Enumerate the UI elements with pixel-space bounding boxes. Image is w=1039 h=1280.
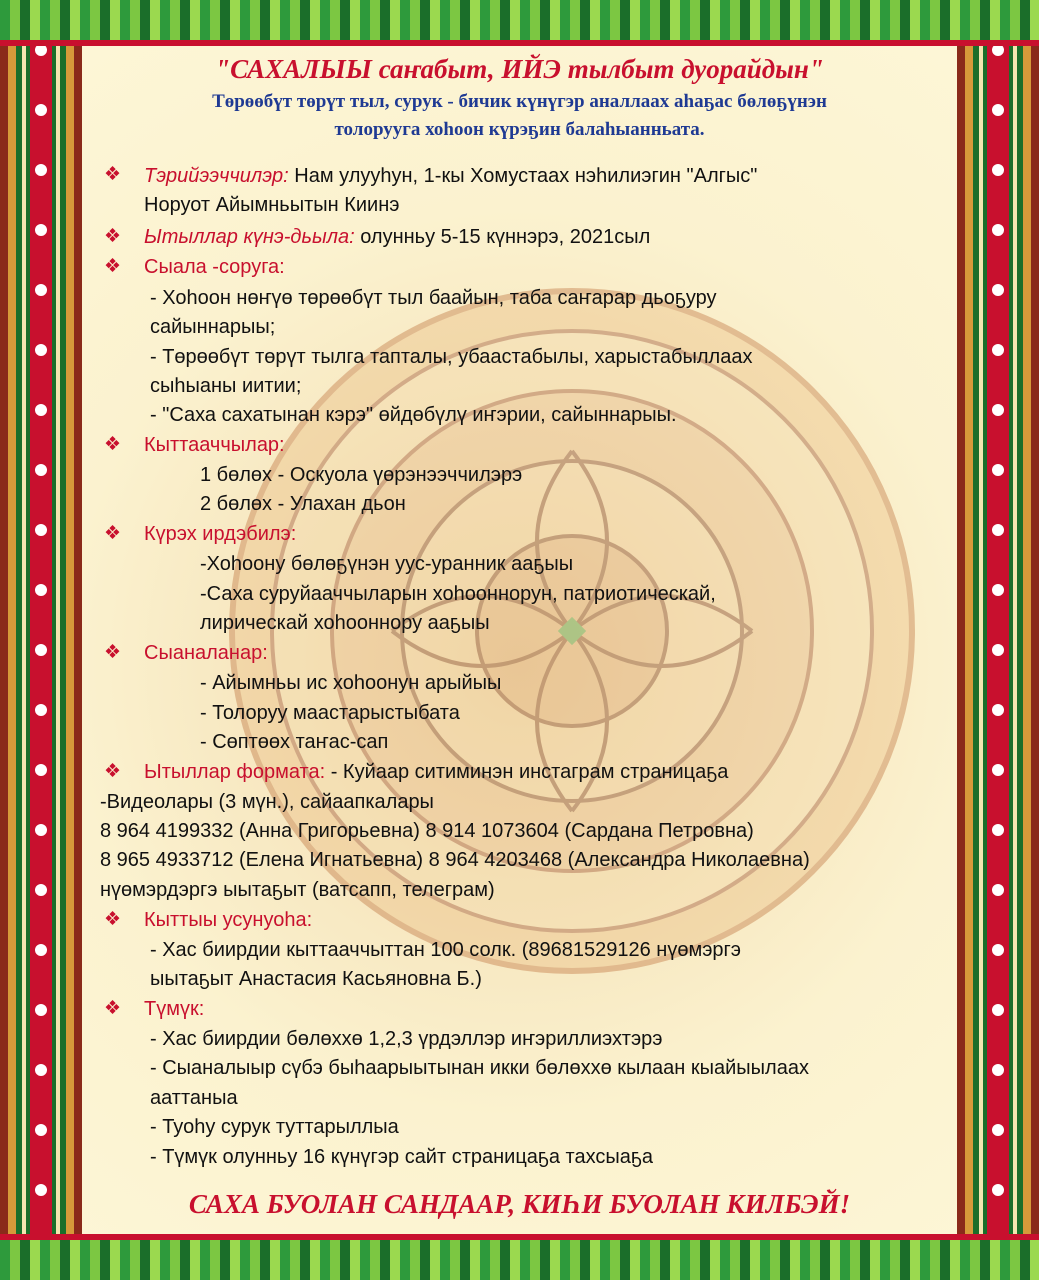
bullet-icon: ❖ xyxy=(104,523,122,544)
section-label: Кыттааччылар: xyxy=(144,434,285,456)
ornament-border-top xyxy=(0,0,1039,46)
requirement-item: -Саха суруйааччыларын хоһооннорун, патриотическай, xyxy=(200,583,716,605)
section-value: олунньу 5-15 күннэрэ, 2021сыл xyxy=(354,226,651,248)
ornament-dot xyxy=(31,1180,51,1200)
ornament-dot xyxy=(988,160,1008,180)
dates-line xyxy=(144,223,650,251)
ornament-dot xyxy=(988,820,1008,840)
ornament-dot xyxy=(988,460,1008,480)
ornament-dot xyxy=(31,640,51,660)
ornament-dot xyxy=(31,760,51,780)
poster-slogan: САХА БУОЛАН САНДААР, КИҺИ БУОЛАН КИЛБЭЙ! xyxy=(188,1189,851,1219)
ornament-dot xyxy=(988,400,1008,420)
bullet-icon: ❖ xyxy=(104,909,122,930)
result-item: - Туоһу сурук туттарыллыа xyxy=(150,1116,399,1138)
ornament-dot xyxy=(31,460,51,480)
ornament-dot xyxy=(988,880,1008,900)
ornament-border-bottom xyxy=(0,1234,1039,1280)
ornament-dot xyxy=(31,580,51,600)
ornament-dot xyxy=(988,340,1008,360)
ornament-dots-left xyxy=(0,0,82,1280)
poster-content xyxy=(82,46,957,1234)
ornament-dot xyxy=(988,1120,1008,1140)
ornament-dot xyxy=(31,340,51,360)
ornament-dot xyxy=(988,1060,1008,1080)
ornament-dot xyxy=(31,940,51,960)
subtitle-line: толоруугa хоһоон күрэҕин балаһыанньата. xyxy=(334,119,705,140)
section-value: Нам улууһун, 1-кы Хомустаах нэһилиэгин "Алгыс" xyxy=(288,165,758,187)
section-label: Күрэх ирдэбилэ: xyxy=(144,523,297,545)
bullet-icon: ❖ xyxy=(104,998,122,1019)
section-label: Ытыллар күнэ-дьыла: xyxy=(144,226,355,248)
bullet-icon: ❖ xyxy=(104,761,122,782)
fee-item: - Хас биирдии кыттааччыттан 100 солк. (89681529126 нүөмэргэ xyxy=(150,939,742,961)
ornament-dot xyxy=(31,220,51,240)
bullet-icon: ❖ xyxy=(104,164,122,185)
ornament-dot xyxy=(988,580,1008,600)
subtitle-line: Төрөөбүт төрүт тыл, сурук - бичик күнүгэр аналлаах аһаҕас бөлөҕүнэн xyxy=(212,91,827,112)
ornament-dot xyxy=(31,880,51,900)
fee-item: ыытаҕыт Анастасия Касьяновна Б.) xyxy=(150,968,482,990)
section-label: Сыаналанар: xyxy=(144,642,268,664)
section-value: - Куйаар ситиминэн инстаграм страницаҕа xyxy=(325,761,729,783)
ornament-dot xyxy=(31,160,51,180)
poster-title: "САХАЛЫЫ саҥабыт, ИЙЭ тылбыт дуорайдын" xyxy=(215,54,824,84)
ornament-dot xyxy=(31,700,51,720)
bullet-icon: ❖ xyxy=(104,226,122,247)
goal-item: - "Саха сахатынан кэрэ" өйдөбүлү иҥэрии, сайыннарыы. xyxy=(150,404,677,426)
section-label: Кыттыы усунуоһа: xyxy=(144,909,313,931)
ornament-dot xyxy=(988,1000,1008,1020)
section-label: Сыала -соруга: xyxy=(144,256,285,278)
ornament-dot xyxy=(988,760,1008,780)
ornament-dot xyxy=(31,1120,51,1140)
ornament-dot xyxy=(988,640,1008,660)
ornament-dot xyxy=(31,1000,51,1020)
ornament-dot xyxy=(988,520,1008,540)
goal-item: сайыннарыы; xyxy=(150,316,276,338)
section-label: Тэрийээччилэр: xyxy=(144,165,289,187)
ornament-dot xyxy=(31,520,51,540)
format-line xyxy=(144,758,728,786)
result-item: - Хас биирдии бөлөххө 1,2,3 үрдэллэр иҥэриллиэхтэрэ xyxy=(150,1028,663,1050)
goal-item: - Хоһоон нөҥүө төрөөбүт тыл баайын, таба саҥарар дьоҕуру xyxy=(150,287,717,309)
bullet-icon: ❖ xyxy=(104,642,122,663)
organizers-line xyxy=(144,162,757,190)
contact-line: 8 965 4933712 (Елена Игнатьевна) 8 964 4203468 (Александра Николаевна) xyxy=(100,849,810,871)
participant-item: 1 бөлөх - Оскуола үөрэнээччилэрэ xyxy=(200,464,523,486)
ornament-dot xyxy=(31,1060,51,1080)
evaluation-item: - Айымньы ис хоһоонун арыйыы xyxy=(200,672,502,694)
ornament-dots-right xyxy=(957,0,1039,1280)
contact-line: 8 964 4199332 (Анна Григорьевна) 8 914 1073604 (Сардана Петровна) xyxy=(100,820,754,842)
ornament-dot xyxy=(988,1180,1008,1200)
ornament-dot xyxy=(988,100,1008,120)
goal-item: - Төрөөбүт төрүт тылга тапталы, убаастабылы, харыстабыллаах xyxy=(150,346,753,368)
result-item: - Түмүк олунньу 16 күнүгэр сайт страницаҕа тахсыаҕа xyxy=(150,1146,653,1168)
ornament-dot xyxy=(31,400,51,420)
section-label: Ытыллар формата: xyxy=(144,761,326,783)
section-label: Түмүк: xyxy=(144,998,205,1020)
ornament-dot xyxy=(31,820,51,840)
poster-subtitle xyxy=(122,88,917,144)
ornament-dot xyxy=(31,100,51,120)
result-item: ааттаныа xyxy=(150,1087,238,1109)
format-detail: нүөмэрдэргэ ыытаҕыт (ватсапп, телеграм) xyxy=(100,879,495,901)
result-item: - Сыаналыыр сүбэ быһаарыытынан икки бөлөххө кылаан кыайыылаах xyxy=(150,1057,809,1079)
format-detail: -Видеолары (3 мүн.), сайаапкалары xyxy=(100,791,434,813)
requirement-item: лирическай хоһооннору ааҕыы xyxy=(200,612,490,634)
bullet-icon: ❖ xyxy=(104,434,122,455)
evaluation-item: - Сөптөөх таҥас-сап xyxy=(200,731,389,753)
evaluation-item: - Толоруу маастарыстыбата xyxy=(200,702,460,724)
ornament-dot xyxy=(988,280,1008,300)
ornament-dot xyxy=(31,280,51,300)
organizers-line2: Норуот Айымньытын Киинэ xyxy=(144,194,400,216)
ornament-dot xyxy=(988,220,1008,240)
requirement-item: -Хоһоону бөлөҕүнэн уус-уранник ааҕыы xyxy=(200,553,574,575)
participant-item: 2 бөлөх - Улахан дьон xyxy=(200,493,406,515)
goal-item: сыһыаны иитии; xyxy=(150,375,302,397)
ornament-dot xyxy=(988,940,1008,960)
ornament-dot xyxy=(988,700,1008,720)
poster-panel xyxy=(82,46,957,1234)
bullet-icon: ❖ xyxy=(104,256,122,277)
